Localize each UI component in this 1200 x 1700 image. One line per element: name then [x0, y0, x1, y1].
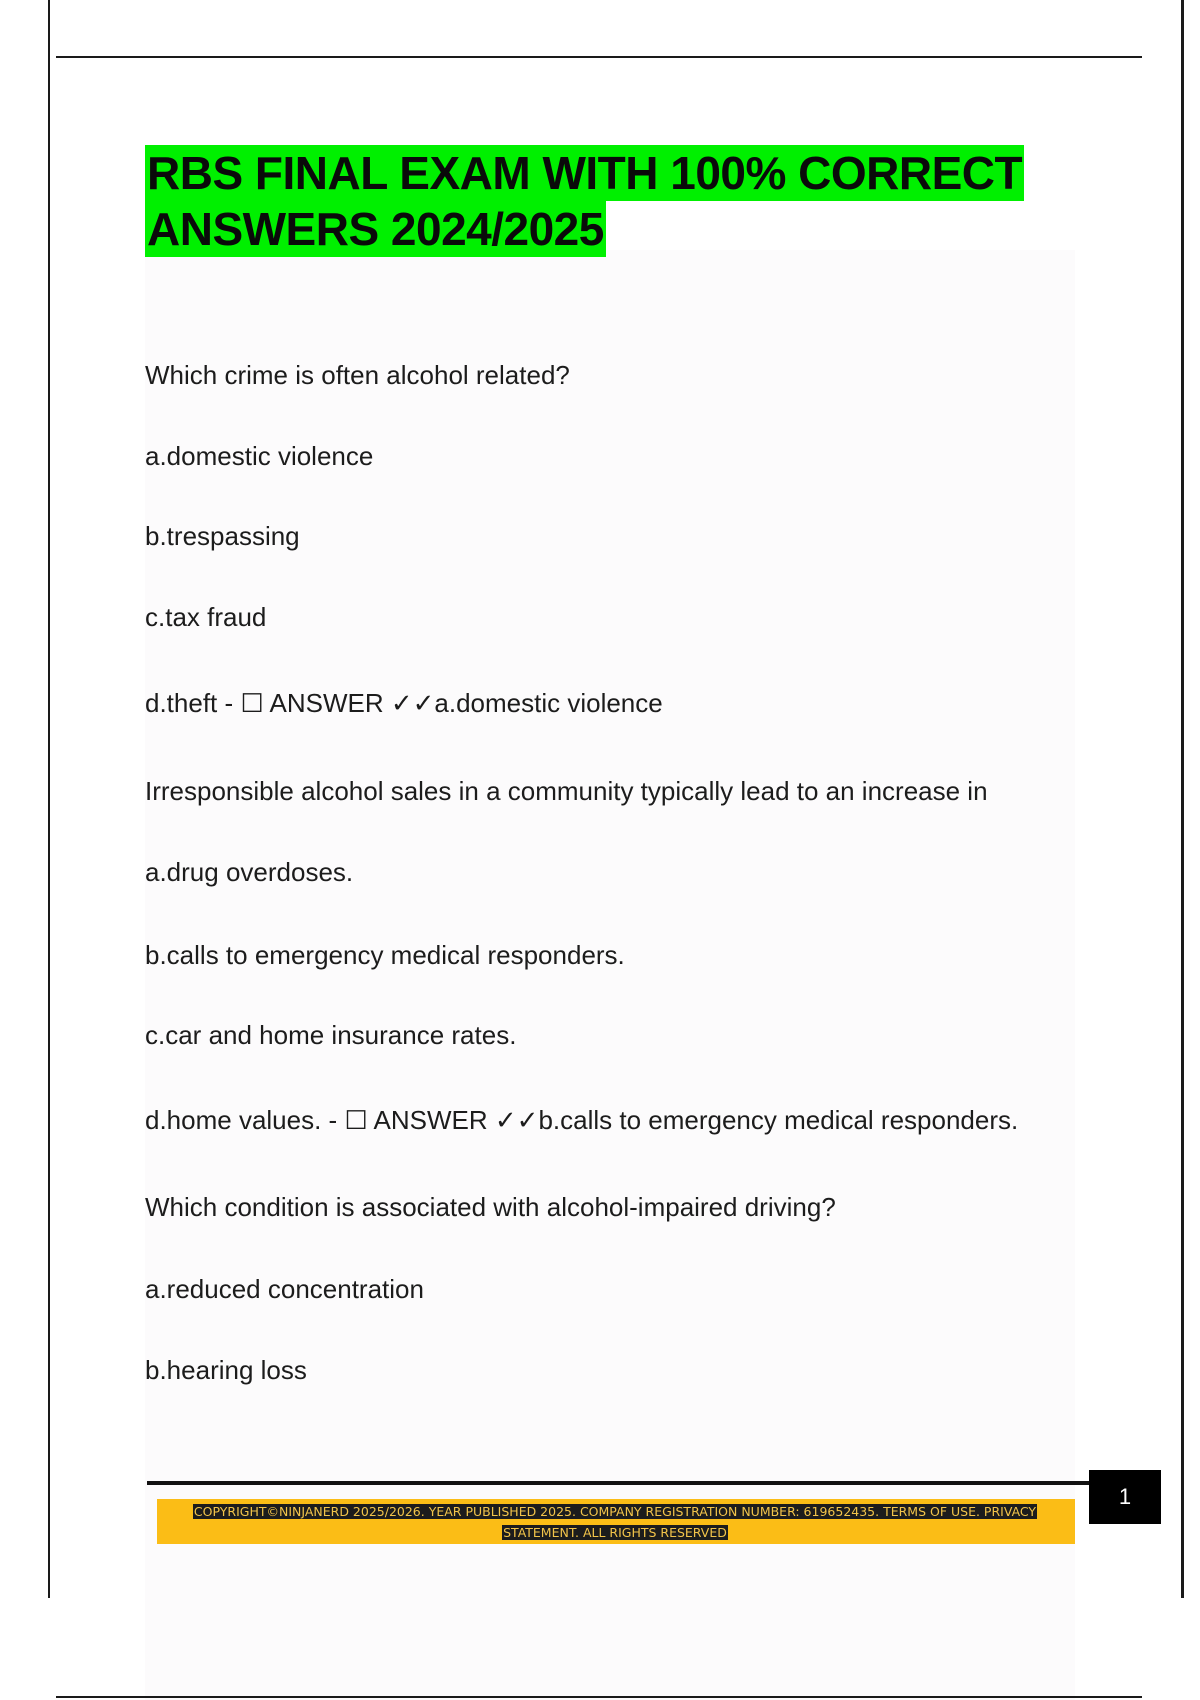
- footer-rule: [147, 1481, 1089, 1485]
- page-number: 1: [1089, 1470, 1161, 1524]
- title-line-2: ANSWERS 2024/2025: [147, 203, 604, 255]
- copyright-line-2: STATEMENT. ALL RIGHTS RESERVED: [503, 1525, 727, 1540]
- page-border-left: [48, 0, 50, 1598]
- question-3-option-b: b.hearing loss: [145, 1355, 307, 1385]
- question-3: Which condition is associated with alcohol-impaired driving?: [145, 1192, 836, 1222]
- question-1-option-a: a.domestic violence: [145, 441, 374, 471]
- question-2: Irresponsible alcohol sales in a community typically lead to an increase in: [145, 776, 988, 806]
- question-1-option-b: b.trespassing: [145, 521, 300, 551]
- question-2-option-c: c.car and home insurance rates.: [145, 1020, 517, 1050]
- title-line-1: RBS FINAL EXAM WITH 100% CORRECT: [147, 147, 1023, 199]
- question-2-option-b: b.calls to emergency medical responders.: [145, 940, 625, 970]
- copyright-line-1: COPYRIGHT©NINJANERD 2025/2026. YEAR PUBLISHED 2025. COMPANY REGISTRATION NUMBER: 619652435. TERMS OF USE. PRIVACY: [193, 1504, 1037, 1519]
- question-1: Which crime is often alcohol related?: [145, 360, 570, 390]
- page-bottom-rule: [56, 1696, 1142, 1698]
- header-rule: [56, 56, 1142, 58]
- question-1-option-d-answer: d.theft - ☐ ANSWER ✓✓a.domestic violence: [145, 688, 663, 718]
- question-1-option-c: c.tax fraud: [145, 602, 267, 632]
- footer-copyright: [170, 1501, 1060, 1543]
- document-title: [145, 145, 1095, 257]
- question-2-option-a: a.drug overdoses.: [145, 857, 354, 887]
- question-2-option-d-answer: d.home values. - ☐ ANSWER ✓✓b.calls to emergency medical responders.: [145, 1105, 1019, 1135]
- page-border-right: [1181, 0, 1184, 1598]
- question-3-option-a: a.reduced concentration: [145, 1274, 424, 1304]
